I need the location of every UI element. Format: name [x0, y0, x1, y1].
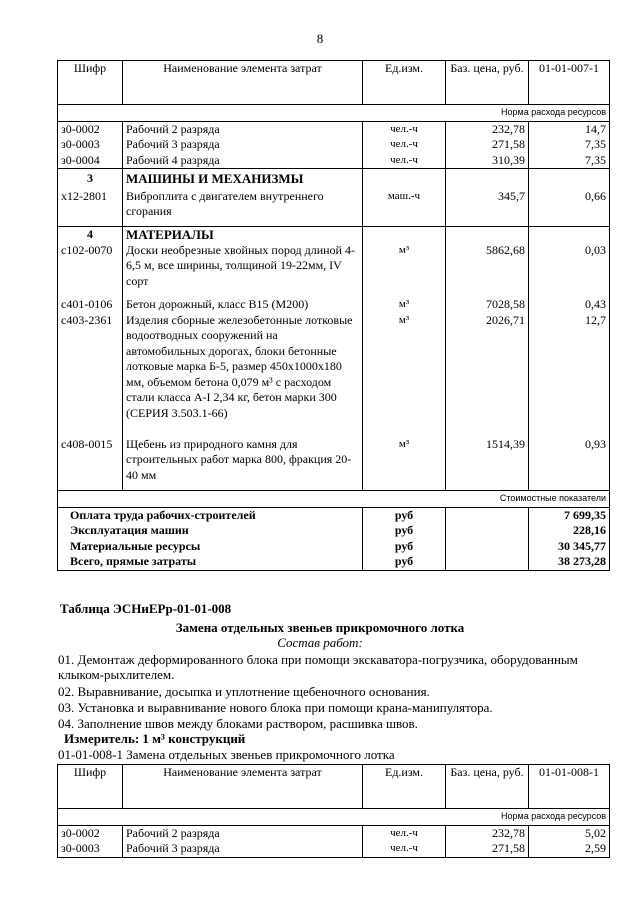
section-heading: 3 МАШИНЫ И МЕХАНИЗМЫ	[58, 169, 610, 189]
item-title: 01-01-008-1 Замена отдельных звеньев прикромочного лотка	[58, 747, 395, 762]
table-row: з0-0004 Рабочий 4 разряда чел.-ч 310,39 7,35	[58, 153, 610, 169]
table-row: з0-0003 Рабочий 3 разряда чел.-ч 271,58 7,35	[58, 137, 610, 153]
measure-unit: Измеритель: 1 м³ конструкций	[64, 731, 246, 746]
resource-table-2	[57, 764, 610, 858]
col-code-header: Шифр	[58, 765, 123, 809]
norm-label-row	[58, 809, 610, 826]
col-name-header: Наименование элемента затрат	[123, 61, 363, 105]
works-line: 03. Установка и выравнивание нового блока при помощи крана-манипулятора.	[58, 700, 493, 715]
total-row: Всего, прямые затраты руб 38 273,28	[58, 554, 610, 570]
total-row: Материальные ресурсы руб 30 345,77	[58, 539, 610, 555]
table-row: з0-0002 Рабочий 2 разряда чел.-ч 232,78 5,02	[58, 825, 610, 841]
works-line: клыком-рыхлителем.	[58, 667, 175, 682]
table-row: з0-0003 Рабочий 3 разряда чел.-ч 271,58 2,59	[58, 841, 610, 857]
section-heading: 4 МАТЕРИАЛЫ	[58, 227, 610, 243]
table-row: с408-0015 Щебень из природного камня для строительных работ марка 800, фракция 20-40 мм м³ 1514,39 0,93	[58, 437, 610, 491]
norm-code: 01-01-008-1	[529, 765, 610, 809]
table-row: з0-0002 Рабочий 2 разряда чел.-ч 232,78 14,7	[58, 121, 610, 137]
table-header	[58, 61, 610, 105]
page-number: 8	[316, 31, 324, 46]
total-row: Оплата труда рабочих-строителей руб 7 699,35	[58, 507, 610, 523]
total-row: Эксплуатация машин руб 228,16	[58, 523, 610, 539]
col-unit-header: Ед.изм.	[363, 61, 446, 105]
section-subtitle: Замена отдельных звеньев прикромочного лотка	[175, 620, 465, 635]
table-row: с401-0106 Бетон дорожный, класс B15 (М200) м³ 7028,58 0,43	[58, 297, 610, 313]
col-code-header: Шифр	[58, 61, 123, 105]
works-line: 02. Выравнивание, досыпка и уплотнение щебеночного основания.	[58, 684, 430, 699]
table-header	[58, 765, 610, 809]
table-row: с403-2361 Изделия сборные железобетонные лотковые водоотводных сооружений на автомобильных дорогах, блоки бетонные лотковые марка Б-5, размер 450x1000x180 мм, объемом бетона 0,079 м³ с расходом стали класса А-I 2,34 кг, бетон марки 300 (СЕРИЯ 3.503.1-66) м³ 2026,71 12,7	[58, 313, 610, 437]
works-line: 01. Демонтаж деформированного блока при помощи экскаватора-погрузчика, оборудованным	[58, 652, 578, 667]
works-label: Состав работ:	[277, 635, 363, 650]
col-price-header: Баз. цена, руб.	[446, 61, 529, 105]
col-unit-header: Ед.изм.	[363, 765, 446, 809]
norm-label-row	[58, 105, 610, 122]
cost-label: Стоимостные показатели	[58, 491, 610, 508]
table-row: х12-2801 Виброплита с двигателем внутреннего сгорания маш.-ч 345,7 0,66	[58, 189, 610, 227]
cost-label-row	[58, 491, 610, 508]
norm-code: 01-01-007-1	[529, 61, 610, 105]
works-line: 04. Заполнение швов между блоками раствором, расшивка швов.	[58, 716, 418, 731]
resource-table-1	[57, 60, 610, 571]
norm-label: Норма расхода ресурсов	[58, 105, 610, 122]
table-row: с102-0070 Доски необрезные хвойных пород длиной 4-6,5 м, все ширины, толщиной 19-22мм, IV сорт м³ 5862,68 0,03	[58, 243, 610, 297]
col-name-header: Наименование элемента затрат	[123, 765, 363, 809]
col-price-header: Баз. цена, руб.	[446, 765, 529, 809]
norm-label: Норма расхода ресурсов	[58, 809, 610, 826]
table-title: Таблица ЭСНиЕРр-01-01-008	[60, 601, 232, 616]
